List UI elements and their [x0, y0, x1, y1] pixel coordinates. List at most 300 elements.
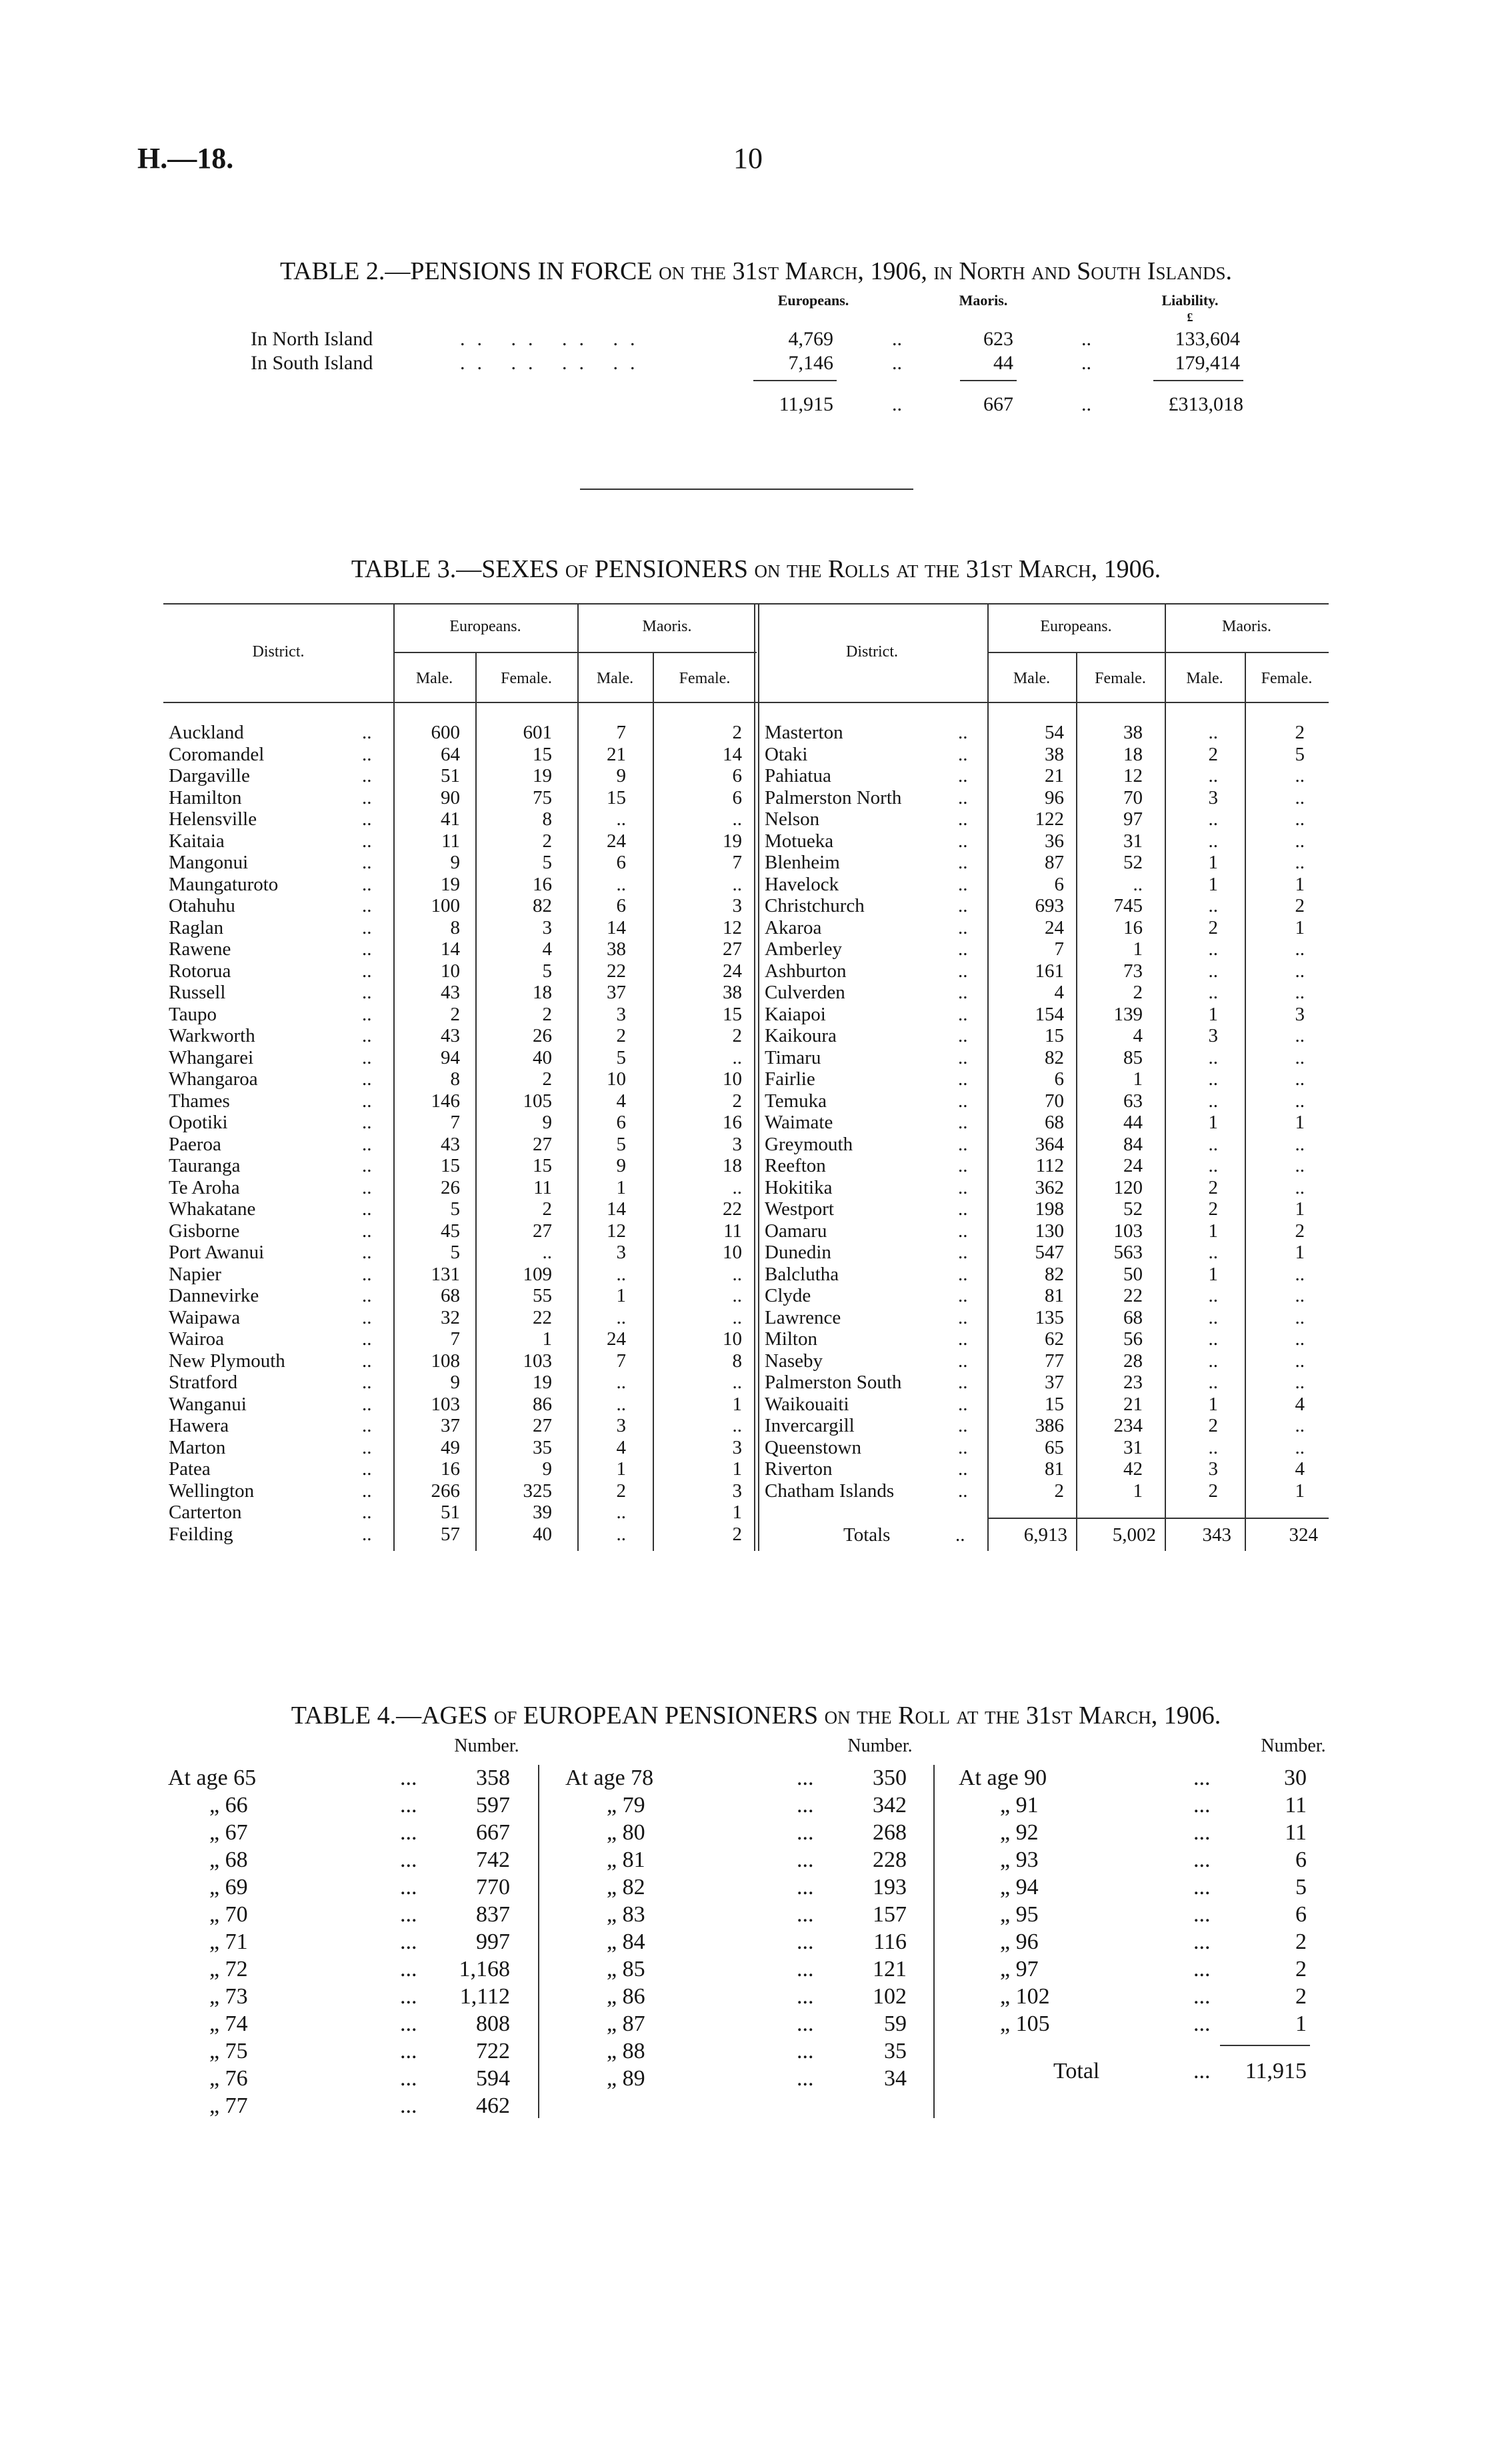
- pensioner-count: 342: [873, 1793, 907, 1818]
- row-leaders: ..: [958, 1004, 968, 1025]
- district-name: Kaitaia: [169, 830, 225, 852]
- eur-female-cell: 82: [533, 895, 552, 916]
- table2-total-liability: £313,018: [1168, 393, 1243, 415]
- eur-male-cell: 54: [1045, 722, 1064, 743]
- eur-female-cell: 52: [1123, 1198, 1143, 1220]
- age-label: „ 68: [209, 1848, 248, 1872]
- mao-female-cell: ..: [732, 1307, 742, 1328]
- mao-male-cell: 7: [616, 1350, 626, 1372]
- mao-female-cell: 3: [1295, 1004, 1305, 1025]
- mao-male-cell: ..: [1208, 1047, 1218, 1068]
- mao-female-cell: ..: [1295, 1285, 1305, 1306]
- district-name: Opotiki: [169, 1112, 228, 1133]
- eur-male-cell: 547: [1035, 1242, 1064, 1263]
- mao-female-cell: ..: [1295, 1155, 1305, 1176]
- district-name: Stratford: [169, 1372, 238, 1393]
- district-name: Havelock: [765, 874, 839, 895]
- district-name: Waimate: [765, 1112, 833, 1133]
- district-name: Naseby: [765, 1350, 823, 1372]
- table2-row-maoris: 44: [993, 352, 1013, 374]
- mao-male-cell: ..: [1208, 1437, 1218, 1458]
- age-label: „ 91: [1000, 1793, 1039, 1818]
- table2-sum-rule: [753, 380, 837, 381]
- mao-male-cell: ..: [1208, 830, 1218, 852]
- district-name: Patea: [169, 1458, 211, 1480]
- district-name: Lawrence: [765, 1307, 841, 1328]
- mao-male-cell: ..: [1208, 982, 1218, 1003]
- mao-female-cell: ..: [732, 1285, 742, 1306]
- mao-female-cell: 1: [1295, 1112, 1305, 1133]
- district-name: Chatham Islands: [765, 1480, 895, 1502]
- eur-male-cell: 65: [1045, 1437, 1064, 1458]
- eur-female-cell: 50: [1123, 1264, 1143, 1285]
- row-leaders: ..: [958, 1025, 968, 1046]
- eur-male-cell: 82: [1045, 1047, 1064, 1068]
- district-name: Blenheim: [765, 852, 840, 873]
- eur-male-cell: 64: [441, 744, 460, 765]
- table2-row-leaders: .. .. .. ..: [460, 352, 647, 374]
- mao-female-cell: 3: [732, 1134, 742, 1155]
- section-divider: [580, 489, 913, 490]
- mao-female-cell: 2: [732, 1090, 742, 1112]
- row-leaders: ..: [362, 1480, 372, 1502]
- district-name: Gisborne: [169, 1220, 240, 1242]
- district-name: Temuka: [765, 1090, 827, 1112]
- mao-female-cell: 6: [732, 765, 742, 786]
- mao-female-cell: ..: [1295, 1177, 1305, 1198]
- mao-female-cell: 1: [1295, 917, 1305, 938]
- mao-male-cell: 2: [1208, 744, 1218, 765]
- eur-male-cell: 161: [1035, 960, 1064, 982]
- mao-female-cell: 4: [1295, 1394, 1305, 1415]
- mao-male-cell: ..: [1208, 808, 1218, 830]
- eur-female-cell: 44: [1123, 1112, 1143, 1133]
- row-leaders: ..: [958, 1134, 968, 1155]
- row-leaders: ...: [1193, 1820, 1211, 1845]
- table2-total-maoris: 667: [983, 393, 1013, 415]
- eur-female-cell: 42: [1123, 1458, 1143, 1480]
- mao-male-cell: 3: [1208, 787, 1218, 808]
- row-leaders: ..: [958, 1068, 968, 1090]
- row-leaders: ...: [400, 1929, 417, 1954]
- mao-male-cell: 2: [1208, 917, 1218, 938]
- mao-male-cell: ..: [1208, 1134, 1218, 1155]
- age-label: „ 97: [1000, 1957, 1039, 1981]
- eur-male-cell: 96: [1045, 787, 1064, 808]
- mao-female-cell: 18: [723, 1155, 742, 1176]
- mao-female-cell: 1: [732, 1458, 742, 1480]
- table4-title: TABLE 4.—AGES of EUROPEAN PENSIONERS on the Roll at the 31st March, 1906.: [291, 1702, 1221, 1730]
- mao-male-cell: 38: [607, 938, 626, 960]
- row-leaders: ..: [362, 1198, 372, 1220]
- eur-female-cell: 18: [533, 982, 552, 1003]
- eur-female-cell: 70: [1123, 787, 1143, 808]
- district-name: Wellington: [169, 1480, 255, 1502]
- pensioner-count: 350: [873, 1766, 907, 1790]
- age-label: „ 79: [607, 1793, 645, 1818]
- mao-female-cell: 3: [732, 1480, 742, 1502]
- table3-top-rule: [163, 603, 1329, 605]
- row-leaders: ..: [958, 1415, 968, 1436]
- age-label: „ 73: [209, 1984, 248, 2009]
- table3-subheader-rule: [393, 652, 757, 653]
- pensioner-count: 667: [476, 1820, 510, 1845]
- eur-male-cell: 87: [1045, 852, 1064, 873]
- eur-female-cell: 31: [1123, 830, 1143, 852]
- mao-male-cell: 12: [607, 1220, 626, 1242]
- mao-female-cell: 2: [732, 722, 742, 743]
- eur-female-cell: 35: [533, 1437, 552, 1458]
- row-leaders: ..: [958, 1458, 968, 1480]
- row-leaders: ...: [400, 1875, 417, 1899]
- eur-male-cell: 36: [1045, 830, 1064, 852]
- eur-female-cell: 97: [1123, 808, 1143, 830]
- mao-female-cell: 27: [723, 938, 742, 960]
- district-name: Feilding: [169, 1524, 233, 1545]
- eur-female-cell: 11: [533, 1177, 552, 1198]
- pensioner-count: 462: [476, 2093, 510, 2118]
- district-name: Otaki: [765, 744, 808, 765]
- mao-male-cell: 5: [616, 1047, 626, 1068]
- row-leaders: ..: [958, 1264, 968, 1285]
- eur-female-cell: 38: [1123, 722, 1143, 743]
- row-leaders: ..: [362, 1220, 372, 1242]
- age-label: „ 66: [209, 1793, 248, 1818]
- district-name: Wairoa: [169, 1328, 225, 1350]
- row-leaders: ..: [362, 1264, 372, 1285]
- mao-male-cell: ..: [616, 808, 626, 830]
- eur-male-cell: 49: [441, 1437, 460, 1458]
- mao-female-cell: ..: [732, 874, 742, 895]
- eur-female-cell: 9: [542, 1458, 552, 1480]
- mao-female-cell: ..: [1295, 1372, 1305, 1393]
- eur-female-cell: 26: [533, 1025, 552, 1046]
- district-name: Westport: [765, 1198, 834, 1220]
- eur-male-cell: 94: [441, 1047, 460, 1068]
- mao-male-cell: 1: [1208, 1220, 1218, 1242]
- district-name: Dargaville: [169, 765, 250, 786]
- district-name: Paeroa: [169, 1134, 221, 1155]
- district-name: Ashburton: [765, 960, 847, 982]
- table3-header-rule: [163, 702, 1329, 703]
- row-leaders: ...: [797, 1957, 814, 1981]
- eur-male-cell: 2: [1054, 1480, 1064, 1502]
- eur-male-cell: 6: [1054, 1068, 1064, 1090]
- mao-male-cell: ..: [616, 874, 626, 895]
- table3-header-male: Male.: [1186, 670, 1223, 687]
- pensioner-count: 2: [1295, 1957, 1307, 1981]
- mao-female-cell: 1: [732, 1502, 742, 1523]
- eur-female-cell: 31: [1123, 1437, 1143, 1458]
- table2-row-maoris: 623: [983, 328, 1013, 350]
- district-name: Hawera: [169, 1415, 229, 1436]
- eur-male-cell: 8: [450, 1068, 460, 1090]
- eur-female-cell: 55: [533, 1285, 552, 1306]
- eur-male-cell: 9: [450, 852, 460, 873]
- mao-female-cell: 1: [1295, 1242, 1305, 1263]
- eur-female-cell: 5: [542, 960, 552, 982]
- row-leaders: ...: [1193, 1875, 1211, 1899]
- mao-male-cell: 14: [607, 917, 626, 938]
- mao-female-cell: 3: [732, 895, 742, 916]
- mao-female-cell: ..: [1295, 1025, 1305, 1046]
- row-leaders: ..: [958, 1372, 968, 1393]
- mao-female-cell: 38: [723, 982, 742, 1003]
- eur-male-cell: 100: [431, 895, 460, 916]
- mao-male-cell: ..: [616, 1524, 626, 1545]
- age-label: At age 65: [168, 1766, 257, 1790]
- eur-male-cell: 15: [1045, 1394, 1064, 1415]
- eur-male-cell: 15: [441, 1155, 460, 1176]
- eur-female-cell: 8: [542, 808, 552, 830]
- mao-male-cell: 1: [1208, 1264, 1218, 1285]
- row-leaders: ..: [958, 938, 968, 960]
- age-label: „ 87: [607, 2011, 645, 2036]
- pensioner-count: 268: [873, 1820, 907, 1845]
- district-name: Napier: [169, 1264, 221, 1285]
- district-name: Dannevirke: [169, 1285, 259, 1306]
- eur-female-cell: 18: [1123, 744, 1143, 765]
- row-leaders: ...: [1193, 2011, 1211, 2036]
- mao-female-cell: ..: [1295, 1047, 1305, 1068]
- pensioner-count: 11: [1285, 1820, 1307, 1845]
- table3-column-rule: [754, 603, 755, 1551]
- eur-female-cell: 86: [533, 1394, 552, 1415]
- eur-male-cell: 103: [431, 1394, 460, 1415]
- age-label: „ 93: [1000, 1848, 1039, 1872]
- eur-male-cell: 693: [1035, 895, 1064, 916]
- row-leaders: ...: [1193, 1929, 1211, 1954]
- age-label: At age 78: [565, 1766, 654, 1790]
- pensioner-count: 59: [884, 2011, 907, 2036]
- district-name: Kaiapoi: [765, 1004, 826, 1025]
- district-name: Carterton: [169, 1502, 242, 1523]
- table3-header-female: Female.: [1261, 670, 1313, 687]
- row-leaders: ...: [797, 1984, 814, 2009]
- mao-male-cell: 2: [1208, 1480, 1218, 1502]
- eur-female-cell: 12: [1123, 765, 1143, 786]
- mao-female-cell: ..: [1295, 787, 1305, 808]
- eur-male-cell: 8: [450, 917, 460, 938]
- mao-male-cell: 3: [616, 1242, 626, 1263]
- eur-male-cell: 38: [1045, 744, 1064, 765]
- row-leaders: ..: [958, 1155, 968, 1176]
- eur-female-cell: 68: [1123, 1307, 1143, 1328]
- pensioner-count: 1,112: [459, 1984, 510, 2009]
- eur-male-cell: 154: [1035, 1004, 1064, 1025]
- row-leaders: ..: [362, 960, 372, 982]
- eur-male-cell: 26: [441, 1177, 460, 1198]
- mao-male-cell: ..: [1208, 722, 1218, 743]
- district-name: Invercargill: [765, 1415, 855, 1436]
- row-leaders: ..: [362, 1437, 372, 1458]
- row-leaders: ...: [1193, 1957, 1211, 1981]
- table3-header-female: Female.: [1095, 670, 1146, 687]
- age-label: At age 90: [959, 1766, 1047, 1790]
- row-leaders: ..: [362, 1025, 372, 1046]
- district-name: Masterton: [765, 722, 843, 743]
- row-leaders: ..: [958, 1112, 968, 1133]
- mao-male-cell: 2: [616, 1025, 626, 1046]
- eur-female-cell: 56: [1123, 1328, 1143, 1350]
- pensioner-count: 157: [873, 1902, 907, 1927]
- eur-male-cell: 43: [441, 982, 460, 1003]
- mao-male-cell: 9: [616, 1155, 626, 1176]
- district-name: Taupo: [169, 1004, 217, 1025]
- mao-female-cell: ..: [1295, 960, 1305, 982]
- age-label: „ 102: [1000, 1984, 1050, 2009]
- mao-female-cell: 2: [1295, 895, 1305, 916]
- mao-male-cell: ..: [1208, 960, 1218, 982]
- eur-female-cell: 4: [542, 938, 552, 960]
- eur-male-cell: 37: [1045, 1372, 1064, 1393]
- eur-male-cell: 45: [441, 1220, 460, 1242]
- mao-male-cell: 1: [616, 1458, 626, 1480]
- row-leaders: ...: [400, 2039, 417, 2063]
- mao-male-cell: ..: [1208, 1372, 1218, 1393]
- mao-female-cell: ..: [1295, 1350, 1305, 1372]
- eur-male-cell: 386: [1035, 1415, 1064, 1436]
- row-leaders: ...: [1193, 1984, 1211, 2009]
- district-name: Reefton: [765, 1155, 826, 1176]
- table3-totals-leaders: ..: [955, 1524, 965, 1546]
- pensioner-count: 102: [873, 1984, 907, 2009]
- eur-female-cell: 601: [523, 722, 552, 743]
- eur-female-cell: 4: [1133, 1025, 1143, 1046]
- row-leaders: ..: [958, 808, 968, 830]
- mao-male-cell: ..: [1208, 1285, 1218, 1306]
- table3-total-eur-female: 5,002: [1112, 1524, 1156, 1546]
- page-number: 10: [733, 142, 763, 175]
- district-name: Whakatane: [169, 1198, 256, 1220]
- table2-header-europeans: Europeans.: [777, 292, 849, 309]
- eur-male-cell: 51: [441, 765, 460, 786]
- row-leaders: ..: [362, 1047, 372, 1068]
- eur-female-cell: 103: [1113, 1220, 1143, 1242]
- eur-female-cell: 2: [542, 1004, 552, 1025]
- row-leaders: ..: [958, 1328, 968, 1350]
- mao-male-cell: 1: [1208, 1112, 1218, 1133]
- eur-male-cell: 15: [1045, 1025, 1064, 1046]
- eur-male-cell: 4: [1054, 982, 1064, 1003]
- table3-header-district: District.: [846, 643, 898, 660]
- district-name: Warkworth: [169, 1025, 255, 1046]
- row-leaders: ..: [362, 808, 372, 830]
- eur-female-cell: 22: [1123, 1285, 1143, 1306]
- mao-male-cell: 10: [607, 1068, 626, 1090]
- eur-male-cell: 43: [441, 1134, 460, 1155]
- mao-male-cell: 21: [607, 744, 626, 765]
- age-label: „ 81: [607, 1848, 645, 1872]
- row-leaders: ..: [362, 917, 372, 938]
- mao-female-cell: 2: [732, 1524, 742, 1545]
- table2-sum-rule: [1153, 380, 1243, 381]
- eur-female-cell: 5: [542, 852, 552, 873]
- district-name: Milton: [765, 1328, 817, 1350]
- district-name: Akaroa: [765, 917, 822, 938]
- eur-male-cell: 82: [1045, 1264, 1064, 1285]
- table2-total-leaders: ..: [892, 393, 902, 415]
- mao-male-cell: 5: [616, 1134, 626, 1155]
- mao-male-cell: ..: [1208, 1155, 1218, 1176]
- row-leaders: ..: [362, 722, 372, 743]
- table3-header-female: Female.: [501, 670, 552, 687]
- eur-female-cell: 75: [533, 787, 552, 808]
- district-name: Palmerston North: [765, 787, 902, 808]
- eur-female-cell: 1: [542, 1328, 552, 1350]
- table4-column-rule: [933, 1765, 935, 2118]
- mao-female-cell: 2: [1295, 722, 1305, 743]
- pensioner-count: 6: [1295, 1902, 1307, 1927]
- mao-male-cell: 6: [616, 1112, 626, 1133]
- row-leaders: ..: [958, 1285, 968, 1306]
- district-name: Otahuhu: [169, 895, 235, 916]
- mao-female-cell: ..: [1295, 1328, 1305, 1350]
- row-leaders: ...: [400, 2066, 417, 2091]
- eur-male-cell: 135: [1035, 1307, 1064, 1328]
- mao-male-cell: 3: [616, 1415, 626, 1436]
- eur-male-cell: 41: [441, 808, 460, 830]
- table2-row-leaders: ..: [1081, 352, 1091, 374]
- age-label: „ 89: [607, 2066, 645, 2091]
- eur-male-cell: 266: [431, 1480, 460, 1502]
- mao-female-cell: 2: [732, 1025, 742, 1046]
- table2-row-label: In South Island: [251, 352, 373, 374]
- row-leaders: ..: [362, 1502, 372, 1523]
- pensioner-count: 1,168: [459, 1957, 510, 1981]
- mao-female-cell: 3: [732, 1437, 742, 1458]
- pensioner-count: 193: [873, 1875, 907, 1899]
- row-leaders: ..: [958, 917, 968, 938]
- age-label: „ 88: [607, 2039, 645, 2063]
- row-leaders: ..: [362, 982, 372, 1003]
- age-label: „ 94: [1000, 1875, 1039, 1899]
- age-label: „ 67: [209, 1820, 248, 1845]
- table3-header-male: Male.: [596, 670, 634, 687]
- pensioner-count: 597: [476, 1793, 510, 1818]
- mao-female-cell: 22: [723, 1198, 742, 1220]
- row-leaders: ..: [958, 787, 968, 808]
- district-name: Waikouaiti: [765, 1394, 849, 1415]
- age-label: „ 92: [1000, 1820, 1039, 1845]
- mao-female-cell: ..: [1295, 765, 1305, 786]
- pensioner-count: 358: [476, 1766, 510, 1790]
- eur-female-cell: 23: [1123, 1372, 1143, 1393]
- mao-female-cell: 14: [723, 744, 742, 765]
- district-name: Queenstown: [765, 1437, 861, 1458]
- eur-male-cell: 198: [1035, 1198, 1064, 1220]
- table3-totals-rule: [987, 1518, 1329, 1519]
- eur-female-cell: 563: [1113, 1242, 1143, 1263]
- mao-male-cell: 24: [607, 1328, 626, 1350]
- mao-female-cell: 1: [1295, 1198, 1305, 1220]
- district-name: Whangaroa: [169, 1068, 258, 1090]
- row-leaders: ...: [1193, 1902, 1211, 1927]
- eur-female-cell: 39: [533, 1502, 552, 1523]
- district-name: Auckland: [169, 722, 244, 743]
- row-leaders: ..: [362, 1285, 372, 1306]
- row-leaders: ..: [958, 1047, 968, 1068]
- mao-female-cell: ..: [1295, 1068, 1305, 1090]
- age-label: „ 72: [209, 1957, 248, 1981]
- row-leaders: ...: [797, 1929, 814, 1954]
- table3-column-rule: [758, 603, 759, 1551]
- mao-female-cell: 11: [723, 1220, 742, 1242]
- pensioner-count: 1: [1295, 2011, 1307, 2036]
- district-name: Oamaru: [765, 1220, 827, 1242]
- mao-male-cell: ..: [1208, 765, 1218, 786]
- mao-male-cell: ..: [1208, 1090, 1218, 1112]
